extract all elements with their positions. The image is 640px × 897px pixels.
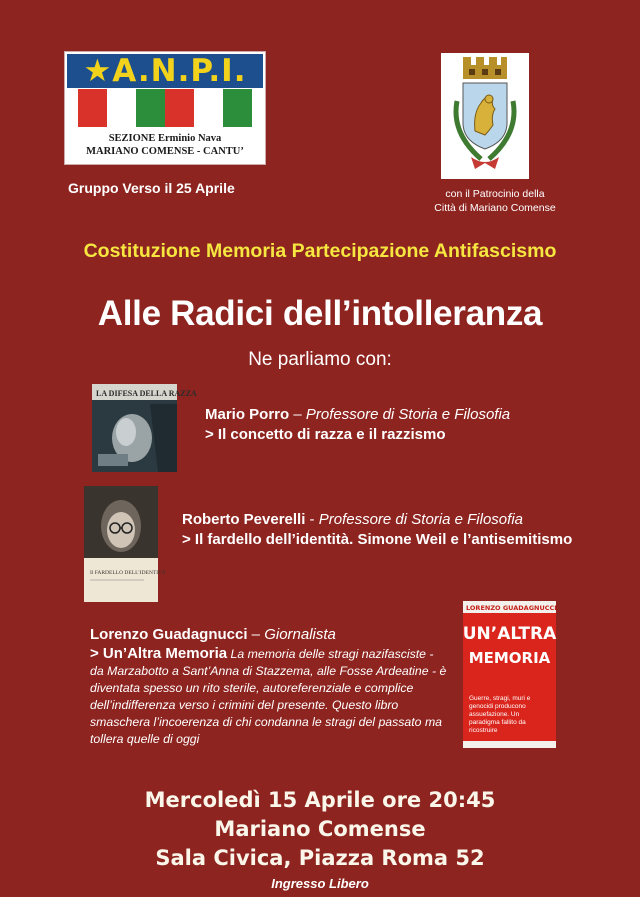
speaker-mario-porro (205, 405, 625, 445)
book-cover-3-title1: UN’ALTRA (462, 624, 557, 644)
speaker-role: Giornalista (264, 626, 336, 643)
book-cover-1-title: LA DIFESA DELLA RAZZA (96, 389, 197, 398)
speaker-lorenzo-guadagnucci (90, 625, 450, 748)
speaker-description: La memoria delle stragi nazifasciste - da Marzabotto a Sant’Anna di Stazzema, alle Fosse Ardeatine - è diventata spesso un rito sterile, autoreferenziale e complice dell’indifferenza verso i crimini del presente. Questo libro smaschera l’incoerenza di chi condanna le stragi del passato ma tollera quelle di oggi (90, 647, 447, 746)
anpi-logo (64, 51, 266, 165)
speaker-topic: > Il concetto di razza e il razzismo (205, 426, 446, 443)
speaker-topic: > Un’Altra Memoria (90, 645, 228, 662)
patronage (380, 187, 610, 215)
speaker-separator: - (305, 511, 319, 528)
book-cover-2-image (84, 486, 166, 602)
event-venue: Sala Civica, Piazza Roma 52 (155, 846, 485, 870)
speaker-role: Professore di Storia e Filosofia (305, 406, 511, 423)
book-cover-1-image (92, 384, 197, 472)
speaker-role: Professore di Storia e Filosofia (318, 511, 523, 528)
book-cover-3-title2: MEMORIA (468, 649, 551, 667)
admission-note: Ingresso Libero (271, 876, 369, 891)
patronage-line2: Città di Mariano Comense (434, 202, 556, 214)
anpi-flag-stripes (78, 89, 252, 127)
crest-icon (441, 53, 529, 179)
intro-text: Ne parliamo con: (248, 349, 392, 370)
speaker-separator: – (247, 626, 265, 643)
event-details (0, 786, 640, 873)
slogan: Costituzione Memoria Partecipazione Antifascismo (83, 240, 557, 262)
speaker-separator: – (289, 406, 306, 423)
event-title: Alle Radici dell’intolleranza (97, 294, 543, 333)
anpi-section-name: SEZIONE Erminio Nava (108, 133, 222, 144)
book-cover-3-author: LORENZO GUADAGNUCCI (466, 604, 557, 612)
book-cover-fardello-identita (84, 486, 166, 602)
event-place: Mariano Comense (214, 817, 426, 841)
anpi-section (65, 132, 265, 158)
group-name: Gruppo Verso il 25 Aprile (68, 180, 235, 196)
book-cover-altra-memoria (463, 601, 556, 748)
anpi-name: A.N.P.I. (112, 53, 247, 89)
book-cover-2-title: Il FARDELLO DELL’IDENTITÀ (90, 570, 166, 576)
book-cover-3-image (463, 601, 556, 748)
anpi-logo-band (67, 54, 263, 88)
book-cover-difesa-razza (92, 384, 197, 472)
speaker-name: Mario Porro (205, 406, 290, 423)
speaker-roberto-peverelli (182, 510, 612, 550)
speaker-topic: > Il fardello dell’identità. Simone Weil e l’antisemitismo (182, 531, 573, 548)
event-date: Mercoledì 15 Aprile ore 20:45 (144, 788, 496, 812)
anpi-star-icon: ★ (83, 53, 113, 89)
city-crest (441, 53, 529, 179)
patronage-line1: con il Patrocinio della (445, 188, 545, 200)
speaker-name: Lorenzo Guadagnucci (90, 626, 248, 643)
book-cover-3-blurb: Guerre, stragi, muri e genocidi producono assuefazione. Un paradigma fallito da ricostruire (469, 695, 531, 734)
speaker-name: Roberto Peverelli (182, 511, 306, 528)
anpi-section-towns: MARIANO COMENSE - CANTU’ (86, 146, 244, 157)
